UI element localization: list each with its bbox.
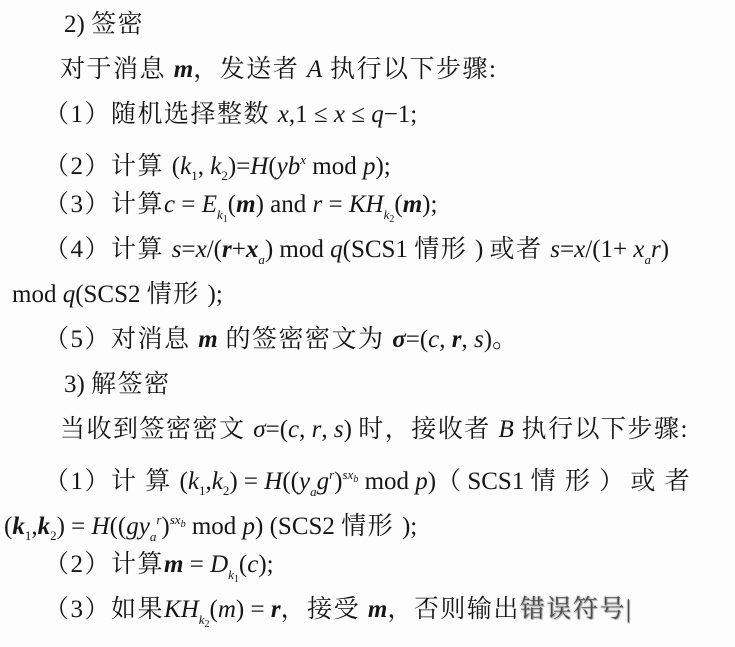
formula-segment: k (228, 567, 234, 582)
formula-segment: c (247, 551, 259, 578)
formula-segment: ( (227, 191, 237, 218)
formula-segment: q (62, 281, 76, 308)
formula-segment: = (181, 236, 196, 263)
formula-segment: r (312, 191, 323, 218)
formula-segment: y (298, 468, 311, 495)
formula-segment: ) = (56, 513, 92, 540)
formula-segment: /(1+ (585, 236, 634, 263)
text-line (0, 272, 735, 317)
formula-segment: g (316, 468, 330, 495)
formula-segment: c (428, 326, 440, 353)
formula-segment: /( (206, 236, 222, 263)
formula-segment: 1 (233, 574, 239, 585)
formula-segment: a (149, 529, 157, 544)
formula-segment: k (180, 153, 192, 180)
formula-segment: , (439, 326, 452, 353)
formula-segment: x (245, 236, 259, 263)
formula-segment: m (217, 596, 236, 623)
formula-segment: mod (185, 513, 243, 540)
text-segment: （2）计算 (44, 153, 172, 180)
formula-segment: x (574, 236, 586, 263)
text-segment: 情形 (146, 281, 208, 308)
formula-segment: k (217, 207, 223, 222)
formula-segment: a (644, 252, 651, 267)
formula-segment: r (270, 596, 281, 623)
text-line (0, 227, 735, 272)
text-segment: ，否则输出 (387, 596, 520, 623)
formula-segment: ) (660, 236, 670, 263)
text-line (0, 587, 735, 632)
text-segment: 执行以下步骤: (322, 56, 498, 83)
formula-segment: ) (161, 513, 170, 540)
formula-segment: a (258, 252, 265, 267)
formula-segment: k (383, 207, 390, 222)
formula-segment: 1 (24, 528, 32, 543)
formula-segment: mod (306, 153, 363, 180)
formula-segment: ) and (255, 191, 313, 218)
text-line (0, 2, 735, 47)
formula-segment: = (322, 191, 349, 218)
formula-segment: = (560, 236, 575, 263)
formula-segment: ) mod (264, 236, 331, 263)
formula-segment: ) (483, 326, 493, 353)
text-line (0, 137, 735, 182)
formula-segment: E (201, 191, 218, 218)
text-line (0, 182, 735, 227)
formula-segment: 。 (492, 326, 519, 353)
text-line (0, 542, 735, 587)
formula-segment: 2 (50, 528, 57, 543)
formula-segment: , (299, 416, 312, 443)
formula-segment: B (498, 416, 514, 443)
formula-segment: 2 (204, 619, 210, 630)
formula-segment: p (362, 153, 376, 180)
formula-segment: c (288, 416, 300, 443)
formula-segment: , (321, 416, 334, 443)
formula-segment: ) = (229, 468, 265, 495)
formula-segment: H (264, 468, 283, 495)
text-segment: 情形 (414, 236, 475, 263)
text-segment: ，发送者 (193, 56, 307, 83)
formula-segment: 2 (222, 483, 230, 498)
formula-segment: m (164, 551, 184, 578)
formula-segment: ( (4, 513, 13, 540)
formula-segment: ( (209, 596, 218, 623)
formula-segment: , (205, 468, 212, 495)
formula-segment: m (236, 191, 256, 218)
text-line (0, 407, 735, 452)
text-segment: 执行以下步骤: (513, 416, 689, 443)
formula-segment: ) (427, 468, 437, 495)
formula-segment: m (402, 191, 423, 218)
formula-segment: k (37, 513, 51, 540)
formula-segment: m (198, 326, 218, 353)
formula-segment: ); (422, 191, 438, 218)
formula-segment: ) (474, 236, 490, 263)
formula-segment: q (330, 236, 343, 263)
formula-segment: ) = (235, 596, 271, 623)
formula-segment: | (625, 596, 633, 623)
formula-segment: 1 (222, 214, 228, 225)
text-line (0, 92, 735, 137)
formula-segment: m (173, 56, 194, 83)
formula-segment: = (183, 551, 211, 578)
text-segment: 当收到签密密文 (60, 416, 254, 443)
text-segment: （5）对消息 (44, 326, 199, 353)
formula-segment: （ SCS1 (436, 468, 531, 495)
formula-segment: + (231, 236, 246, 263)
formula-segment: s (171, 236, 182, 263)
formula-segment: ); (258, 551, 274, 578)
formula-segment: a (310, 484, 317, 499)
formula-segment: KH (164, 596, 199, 623)
formula-segment: KH (348, 191, 384, 218)
text-line (0, 47, 735, 92)
formula-segment: D (210, 551, 229, 578)
text-segment: 解签密 (91, 371, 171, 398)
formula-segment: ); (207, 281, 223, 308)
formula-segment: (SCS1 (342, 236, 415, 263)
formula-segment: H (250, 153, 269, 180)
text-segment: ，接受 (280, 596, 368, 623)
formula-segment: ) (343, 416, 359, 443)
formula-segment: x (333, 101, 345, 128)
text-line (0, 452, 735, 497)
formula-segment: s (333, 416, 344, 443)
formula-segment: ( (238, 551, 248, 578)
formula-segment: 1 (198, 483, 206, 498)
formula-segment: k (211, 468, 223, 495)
text-line (0, 362, 735, 407)
formula-segment: p (415, 468, 428, 495)
formula-segment: =( (265, 416, 289, 443)
formula-segment: mod (12, 281, 63, 308)
formula-segment: sx (342, 467, 354, 482)
text-segment: （1）计 算 (44, 468, 180, 495)
formula-segment: ( (268, 153, 277, 180)
formula-segment: gy (126, 513, 150, 540)
text-segment: 签密 (91, 11, 145, 38)
formula-segment: s (474, 326, 484, 353)
formula-segment: 3) (64, 371, 92, 398)
formula-segment: ); (401, 513, 418, 540)
formula-segment: ) (334, 468, 343, 495)
text-segment: 或 者 (630, 468, 692, 495)
formula-segment: , (461, 326, 474, 353)
formula-segment: r (222, 236, 232, 263)
formula-segment: , (197, 153, 211, 180)
formula-segment: ( (171, 153, 181, 180)
formula-segment: A (306, 56, 323, 83)
text-segment: 情形 (341, 513, 402, 540)
text-line (0, 317, 735, 362)
formula-segment: r (451, 326, 462, 353)
text-segment: （2）计算 (44, 551, 165, 578)
formula-segment: ( (179, 468, 188, 495)
formula-segment: b (353, 474, 359, 485)
formula-segment: ≤ (344, 101, 372, 128)
text-segment: 情 形 (530, 468, 600, 495)
text-segment: 的签密密文为 (217, 326, 393, 353)
formula-segment: (( (109, 513, 127, 540)
text-segment: 对于消息 (60, 56, 174, 83)
formula-segment: , (31, 513, 38, 540)
formula-segment: H (91, 513, 110, 540)
formula-segment: q (371, 101, 384, 128)
formula-segment: 1 (191, 168, 198, 183)
formula-segment: σ (392, 326, 406, 353)
formula-segment: ,1 ≤ (288, 101, 334, 128)
formula-segment: r (311, 416, 322, 443)
formula-segment: 2) (64, 11, 92, 38)
formula-segment: ) (SCS2 (255, 513, 342, 540)
formula-segment: =( (405, 326, 429, 353)
formula-segment: ( (394, 191, 403, 218)
formula-segment: 2 (389, 214, 395, 225)
text-segment: （4）计算 (44, 236, 172, 263)
formula-segment: (SCS2 (75, 281, 147, 308)
text-segment: 时，接收者 (358, 416, 499, 443)
text-segment: 错误符号 (519, 596, 626, 623)
formula-segment: s (550, 236, 561, 263)
formula-segment: )= (227, 153, 251, 180)
text-segment: （3）如果 (44, 596, 165, 623)
formula-segment: m (367, 596, 388, 623)
formula-segment: b (180, 519, 186, 530)
text-segment: 或者 (489, 236, 551, 263)
formula-segment: r (156, 512, 162, 527)
formula-segment: ） (599, 468, 631, 495)
formula-segment: x (195, 236, 207, 263)
formula-segment: k (187, 468, 199, 495)
formula-segment: k (198, 612, 205, 627)
formula-segment: (( (282, 468, 299, 495)
formula-segment: k (12, 513, 25, 540)
formula-segment: −1; (383, 101, 418, 128)
formula-segment: yb (276, 153, 301, 180)
formula-segment: c (164, 191, 176, 218)
formula-segment: ); (375, 153, 391, 180)
text-line (0, 497, 735, 542)
formula-segment: x (277, 101, 289, 128)
formula-segment: x (633, 236, 645, 263)
formula-segment: sx (169, 512, 181, 527)
formula-segment: r (329, 467, 335, 482)
text-segment: （3）计算 (44, 191, 165, 218)
formula-segment: 2 (221, 168, 228, 183)
text-segment: （1）随机选择整数 (44, 101, 278, 128)
text-lines (0, 2, 735, 632)
formula-segment: r (650, 236, 661, 263)
formula-segment: = (175, 191, 202, 218)
formula-segment: k (210, 153, 222, 180)
formula-segment: σ (253, 416, 266, 443)
formula-segment: p (242, 513, 256, 540)
formula-segment: x (300, 152, 307, 167)
formula-segment: mod (358, 468, 416, 495)
